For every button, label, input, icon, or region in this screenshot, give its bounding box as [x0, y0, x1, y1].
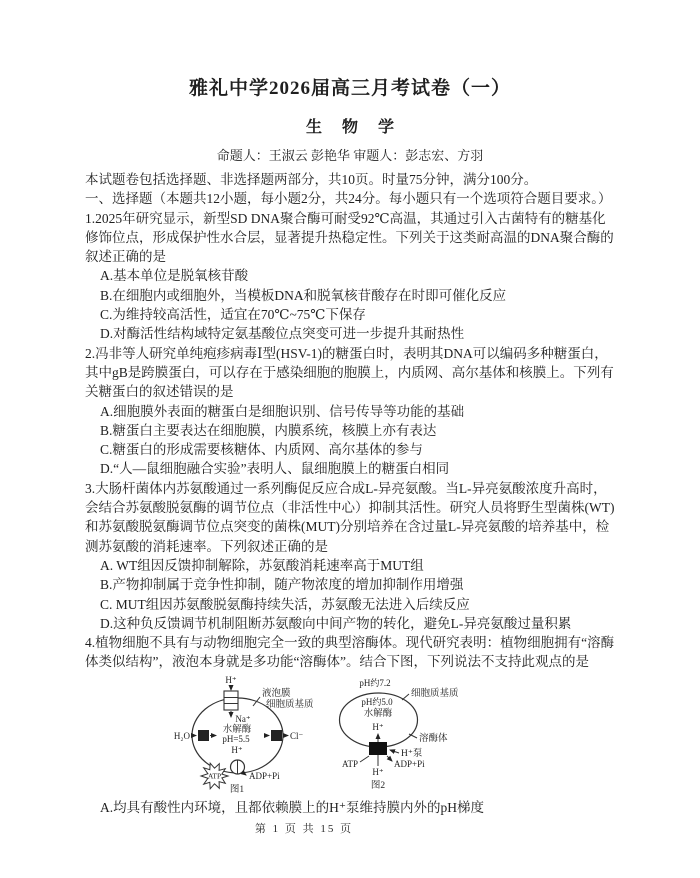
- q1-option-b: B.在细胞内或细胞外，当模板DNA和脱氧核苷酸存在时即可催化反应: [100, 287, 507, 303]
- page-title: 雅礼中学2026届高三月考试卷（一）: [188, 78, 511, 99]
- q3-stem-line: 会结合苏氨酸脱氨酶的调节位点（非活性中心）抑制其活性。研究人员将野生型菌株(WT): [85, 500, 615, 516]
- q1-stem-line: 修饰位点，形成保护性水合层，显著提升热稳定性。下列关于这类耐高温的DNA聚合酶的: [85, 229, 614, 245]
- subject-heading: 生 物 学: [305, 119, 402, 136]
- q2-option-a: A.细胞膜外表面的糖蛋白是细胞识别、信号传导等功能的基础: [100, 403, 465, 419]
- q3-option-d: D.这种负反馈调节机制阻断苏氨酸向中间产物的转化，避免L-异亮氨酸过量积累: [100, 615, 572, 631]
- exam-body: [85, 170, 660, 817]
- q2-option-b: B.糖蛋白主要表达在细胞膜，内膜系统，核膜上亦有表达: [100, 422, 437, 438]
- q1-option-a: A.基本单位是脱氧核苷酸: [100, 268, 249, 284]
- fig1-caption: 图1: [229, 784, 245, 795]
- q3-option-a: A. WT组因反馈抑制解除，苏氨酸消耗速率高于MUT组: [100, 557, 424, 573]
- q3-stem-line: 3.大肠杆菌体内苏氨酸通过一系列酶促反应合成L-异亮氨酸。当L-异亮氨酸浓度升高时，: [85, 480, 607, 496]
- fig1-h-plus-inner-label: H⁺: [231, 744, 243, 755]
- fig2-h-plus-inner-label: H⁺: [372, 721, 384, 732]
- q3-option-b: B.产物抑制属于竞争性抑制，随产物浓度的增加抑制作用增强: [100, 577, 464, 593]
- q2-option-d: D.“人—鼠细胞融合实验”表明人、鼠细胞膜上的糖蛋白相同: [100, 461, 450, 477]
- fig2-caption: 图2: [370, 780, 386, 791]
- q4-stem-line: 体类似结构”，液泡本身就是多功能“溶酶体”。结合下图，下列说法不支持此观点的是: [85, 654, 589, 670]
- fig1-proton-channel: [224, 691, 238, 710]
- fig2-h-pump-label: H⁺泵: [401, 748, 423, 759]
- fig2-lysosome-label: 溶酶体: [419, 733, 448, 744]
- fig2-adp-arrow: [387, 756, 392, 761]
- q1-stem-line: 叙述正确的是: [85, 249, 166, 265]
- fig2-ph-outside-label: pH约7.2: [359, 677, 391, 688]
- membrane-transport-diagram: [140, 672, 500, 798]
- authors-line: 命题人：王淑云 彭艳华 审题人：彭志宏、方羽: [216, 148, 484, 163]
- fig2-atp-label: ATP: [341, 758, 358, 769]
- q2-stem-line: 关糖蛋白的叙述错误的是: [85, 384, 234, 400]
- fig1-water-label: H₂O: [173, 730, 190, 741]
- fig1-hydrolase-label: 水解酶: [222, 724, 252, 735]
- fig1-aquaporin: [198, 730, 209, 741]
- fig2-cytoplasm-pointer: [402, 694, 409, 700]
- fig1-atp-label: ATP: [207, 771, 222, 781]
- fig1-membrane-pointer: [253, 697, 260, 706]
- fig2-pump-pointer: [390, 750, 399, 753]
- page-number-footer: 第 1 页 共 15 页: [254, 823, 354, 836]
- q1-option-d: D.对酶活性结构域特定氨基酸位点突变可进一步提升其耐热性: [100, 326, 465, 342]
- q4-stem-line: 4.植物细胞不具有与动物细胞完全一致的典型溶酶体。现代研究表明：植物细胞拥有“溶酶: [85, 635, 615, 651]
- q3-option-c: C. MUT组因苏氨酸脱氨酶持续失活，苏氨酸无法进入后续反应: [100, 596, 470, 612]
- q2-stem-line: 2.冯非等人研究单纯疱疹病毒Ⅰ型(HSV-1)的糖蛋白时，表明其DNA可以编码多种糖蛋白，: [85, 345, 608, 361]
- fig1-chloride-channel: [271, 730, 282, 741]
- fig1-cytoplasm-label: 细胞质基质: [266, 699, 314, 710]
- q1-option-c: C.为维持较高活性，适宜在70℃~75℃下保存: [100, 307, 366, 323]
- fig1-cl-label: Cl⁻: [290, 730, 304, 741]
- q2-option-c: C.糖蛋白的形成需要核糖体、内质网、高尔基体的参与: [100, 442, 423, 458]
- fig2-hydrolase-label: 水解酶: [363, 708, 393, 719]
- section-header: 一、选择题（本题共12小题，每小题2分，共24分。每小题只有一个选项符合题目要求。）: [85, 191, 612, 207]
- fig2-ph-inside-label: pH约5.0: [361, 696, 393, 707]
- fig1-vacuole-membrane-label: 液泡膜: [262, 688, 291, 699]
- q3-stem-line: 测苏氨酸的消耗速率。下列叙述正确的是: [85, 538, 328, 554]
- fig2-h-below-label: H⁺: [372, 766, 384, 777]
- fig1-ph-label: pH=5.5: [222, 733, 250, 744]
- q1-stem-line: 1.2025年研究显示，新型SD DNA聚合酶可耐受92℃高温，其通过引入古菌特有的糖基化: [85, 210, 606, 226]
- fig1-na-label: Na⁺: [235, 713, 251, 724]
- q2-stem-line: 其中gB是跨膜蛋白，可以存在于感染细胞的胞膜上，内质网、高尔基体和核膜上。下列有: [85, 364, 614, 380]
- intro-line: 本试题卷包括选择题、非选择题两部分，共10页。时量75分钟，满分100分。: [85, 172, 538, 187]
- q3-stem-line: 和苏氨酸脱氨酶调节位点突变的菌株(MUT)分别培养在含过量L-异亮氨酸的培养基中，检: [85, 519, 610, 535]
- fig1-h-plus-top-label: H⁺: [225, 674, 237, 685]
- q4-figure: [85, 672, 660, 798]
- q4-option-a: A.均具有酸性内环境，且都依赖膜上的H⁺泵维持膜内外的pH梯度: [100, 799, 484, 815]
- fig1-adp-label: ADP+Pi: [249, 770, 280, 781]
- fig2-cytoplasm-label: 细胞质基质: [411, 688, 459, 699]
- fig2-atp-line: [360, 756, 369, 762]
- fig2-adp-label: ADP+Pi: [394, 758, 425, 769]
- fig2-proton-pump: [369, 742, 387, 755]
